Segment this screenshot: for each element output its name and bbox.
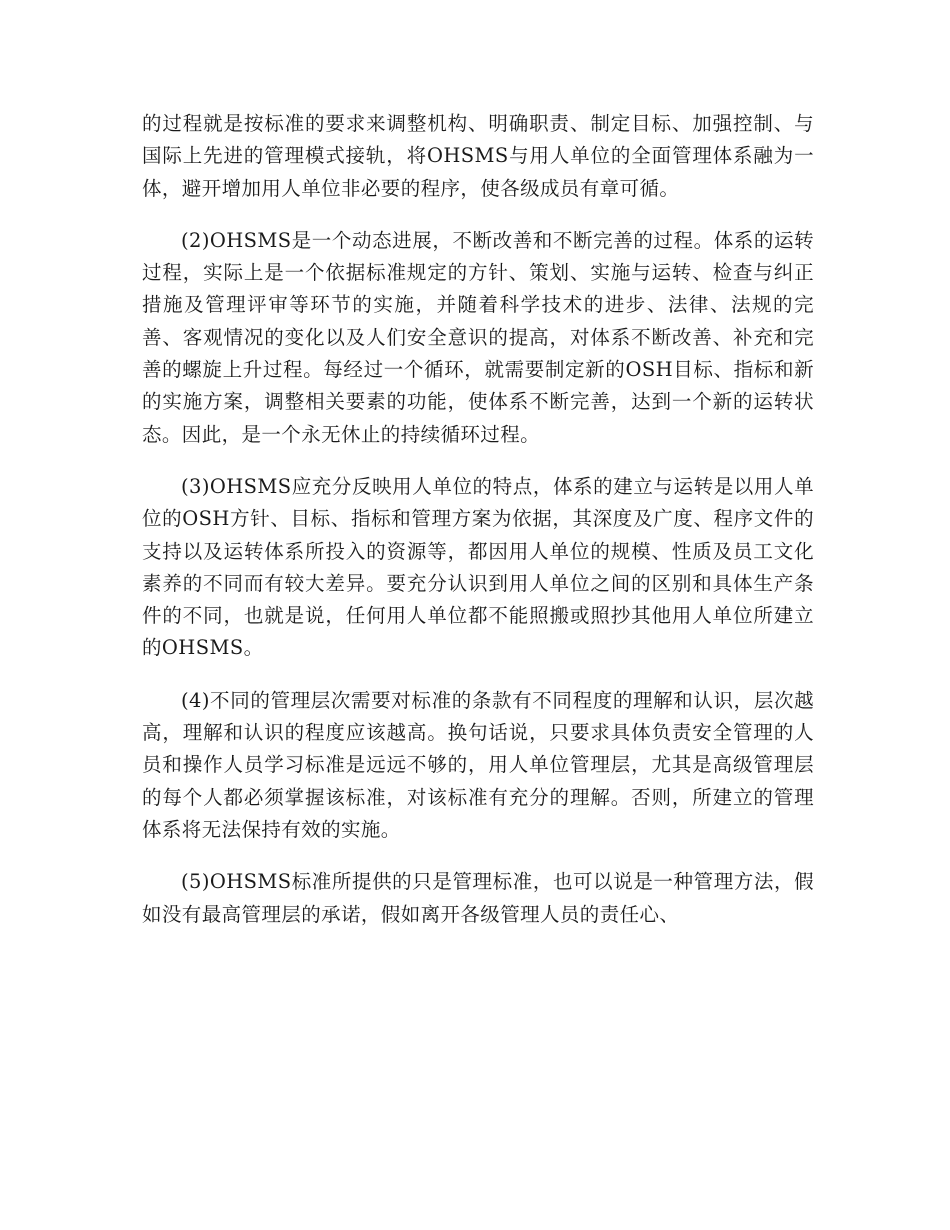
document-page: [142, 108, 814, 951]
paragraph-continuation: 的过程就是按标准的要求来调整机构、明确职责、制定目标、加强控制、与国际上先进的管理模式接轨，将OHSMS与用人单位的全面管理体系融为一体，避开增加用人单位非必要的程序，使各级成员有章可循。: [142, 112, 814, 200]
paragraph-item-3: (3)OHSMS应充分反映用人单位的特点，体系的建立与运转是以用人单位的OSH方针、目标、指标和管理方案为依据，其深度及广度、程序文件的支持以及运转体系所投入的资源等，都因用人单位的规模、性质及员工文化素养的不同而有较大差异。要充分认识到用人单位之间的区别和具体生产条件的不同，也就是说，任何用人单位都不能照搬或照抄其他用人单位所建立的OHSMS。: [142, 474, 814, 660]
paragraph-item-5: (5)OHSMS标准所提供的只是管理标准，也可以说是一种管理方法，假如没有最高管理层的承诺，假如离开各级管理人员的责任心、: [142, 870, 814, 926]
paragraph-item-2: (2)OHSMS是一个动态进展，不断改善和不断完善的过程。体系的运转过程，实际上是一个依据标准规定的方针、策划、实施与运转、检查与纠正措施及管理评审等环节的实施，并随着科学技术的进步、法律、法规的完善、客观情况的变化以及人们安全意识的提高，对体系不断改善、补充和完善的螺旋上升过程。每经过一个循环，就需要制定新的OSH目标、指标和新的实施方案，调整相关要素的功能，使体系不断完善，达到一个新的运转状态。因此，是一个永无休止的持续循环过程。: [142, 228, 814, 446]
paragraph-item-4: (4)不同的管理层次需要对标准的条款有不同程度的理解和认识，层次越高，理解和认识的程度应该越高。换句话说，只要求具体负责安全管理的人员和操作人员学习标准是远远不够的，用人单位管理层，尤其是高级管理层的每个人都必须掌握该标准，对该标准有充分的理解。否则，所建立的管理体系将无法保持有效的实施。: [142, 688, 814, 841]
